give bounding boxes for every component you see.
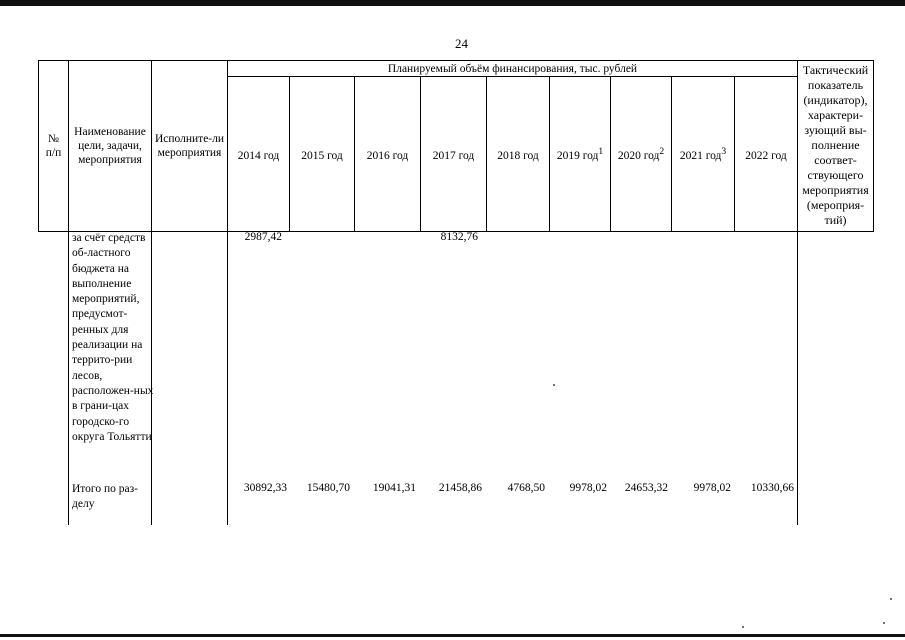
- header-name: Наименование цели, задачи, мероприятия: [69, 61, 152, 232]
- row-value: 4768,50: [507, 482, 545, 494]
- column-divider: [227, 230, 228, 525]
- header-year: 2018 год: [487, 77, 550, 232]
- row-value: 21458,86: [438, 482, 482, 494]
- header-year: 2022 год: [735, 77, 798, 232]
- row-label: за счёт средств об-ластного бюджета на выполнение мероприятий, предусмот-ренных для реализации на террито-рии лесов, расположен-ных в грани-цах городско-го округа Тольятти: [72, 232, 154, 443]
- header-year: 2021 год$^3$: [672, 77, 735, 232]
- funding-table-header: [38, 60, 874, 232]
- column-divider: [797, 230, 798, 525]
- row-value: 19041,31: [372, 482, 416, 494]
- header-year: 2016 год: [355, 77, 421, 232]
- row-value: 30892,33: [243, 482, 287, 494]
- header-year: 2014 год: [228, 77, 290, 232]
- scan-speck: [883, 622, 885, 624]
- top-edge-bar: [0, 0, 905, 6]
- row-label: Итого по раз-делу: [72, 483, 138, 511]
- bottom-edge-bar: [0, 634, 905, 637]
- row-value: 24653,32: [624, 482, 668, 494]
- scan-speck: [890, 598, 892, 600]
- row-value: 8132,76: [440, 231, 478, 243]
- row-value: 9978,02: [569, 482, 607, 494]
- page-number: 24: [455, 36, 468, 51]
- header-number: № п/п: [39, 61, 69, 232]
- scan-speck: [553, 384, 555, 386]
- header-funding-title: Планируемый объём финансирования, тыс. рублей: [228, 61, 798, 77]
- header-year: 2015 год: [290, 77, 355, 232]
- column-divider: [68, 230, 69, 525]
- header-year: 2017 год: [421, 77, 487, 232]
- header-year: 2019 год$^1$: [550, 77, 611, 232]
- row-value: 9978,02: [693, 482, 731, 494]
- row-value: 2987,42: [244, 231, 282, 243]
- scan-speck: [742, 626, 744, 628]
- header-executors: Исполните-ли мероприятия: [152, 61, 228, 232]
- header-indicator: Тактический показатель (индикатор), характери-зующий вы-полнение соответ-ствующего мероприятия (мероприя-тий): [798, 61, 874, 232]
- header-year: 2020 год$^2$: [611, 77, 672, 232]
- row-value: 15480,70: [306, 482, 350, 494]
- row-value: 10330,66: [750, 482, 794, 494]
